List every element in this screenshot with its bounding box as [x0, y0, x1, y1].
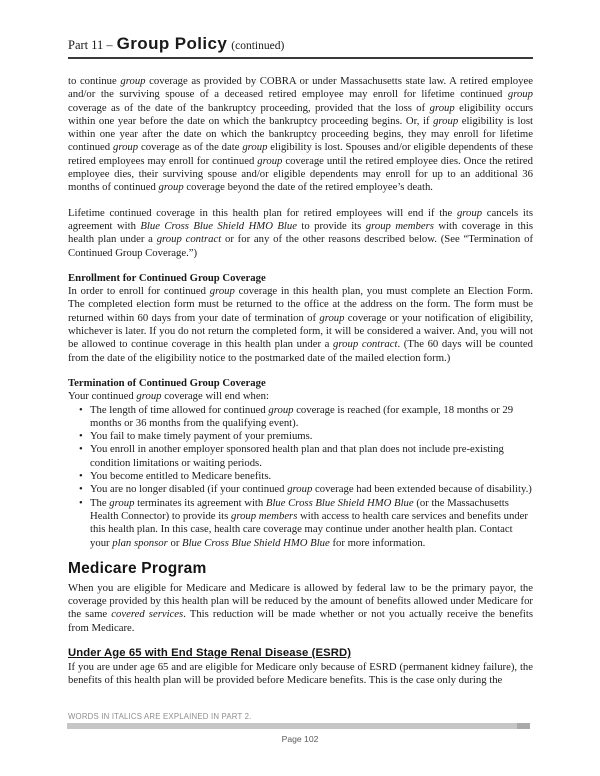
part-label: Part 11 – — [68, 38, 113, 52]
part-continued-label: (continued) — [231, 40, 285, 52]
footer-divider-bar — [67, 723, 530, 729]
part-title: Group Policy — [116, 34, 228, 53]
document-body — [68, 75, 533, 688]
heading-esrd-under-65: Under Age 65 with End Stage Renal Disease (ESRD) — [68, 646, 352, 659]
running-header — [68, 34, 533, 54]
paragraph-medicare: When you are eligible for Medicare and Medicare is allowed by federal law to be the primary payor, the coverage provided by this health plan will be reduced by the amount of benefits allowed under Medicare for the same covered services. This reduction will be made whether or not you actually receive the benefits from Medicare. — [68, 581, 533, 634]
termination-bullet-premium-payment: • You fail to make timely payment of your premiums. — [68, 430, 533, 443]
termination-bullet-list — [68, 404, 533, 550]
document-header — [68, 34, 533, 59]
footer-divider-bar-tip — [517, 723, 530, 729]
italics-explained-note: WORDS IN ITALICS ARE EXPLAINED IN PART 2. — [68, 712, 252, 721]
paragraph-enrollment: In order to enroll for continued group coverage in this health plan, you must complete an Election Form. The completed election form must be returned to the office at the address on the form. The form must be returned within 60 days from your date of termination of group coverage or your notification of eligibility, whichever is later. If you do not return the completed form, it will be considered a waiver. And, you will not be allowed to continue coverage in this health plan under a group contract. (The 60 days will be counted from the date of the eligibility notice to the postmarked date of the mailed election form.) — [68, 285, 533, 364]
page-number: Page 102 — [281, 734, 319, 744]
header-rule — [68, 57, 533, 59]
heading-enrollment-continued-coverage: Enrollment for Continued Group Coverage — [68, 271, 266, 284]
termination-intro-line: Your continued group coverage will end when: — [68, 390, 269, 403]
heading-medicare-program: Medicare Program — [68, 559, 207, 577]
paragraph-esrd: If you are under age 65 and are eligible for Medicare only because of ESRD (permanent kidney failure), the benefits of this health plan will be provided before Medicare benefits. This is the case only during the — [68, 660, 533, 687]
termination-bullet-group-terminates: • The group terminates its agreement with Blue Cross Blue Shield HMO Blue (or the Massachusetts Health Connector) to provide its group members with access to health care services and benefits under this health plan. In this case, health care coverage may continue under another health plan. Contact your plan sponsor or Blue Cross Blue Shield HMO Blue for more information. — [68, 497, 533, 550]
termination-bullet-time-limit: • The length of time allowed for continued group coverage is reached (for example, 18 months or 29 months or 36 months from the qualifying event). — [68, 404, 533, 431]
termination-bullet-medicare-entitled: • You become entitled to Medicare benefits. — [68, 470, 533, 483]
paragraph-cobra-continuation: to continue group coverage as provided by COBRA or under Massachusetts state law. A retired employee and/or the surviving spouse of a deceased retired employee may enroll for lifetime continued group coverage as of the date of the bankruptcy proceeding, provided that the loss of group eligibility occurs within one year before the date on which the bankruptcy proceeding begins. Or, if group eligibility is lost within one year after the date on which the bankruptcy proceeding begins, they may enroll for lifetime continued group coverage as of the date group eligibility is lost. Spouses and/or eligible dependents of these retired employees may enroll for continued group coverage until the retired employee dies. Once the retired employee dies, their surviving spouse and/or eligible dependents may enroll for up to an additional 36 months of continued group coverage beyond the date of the retired employee’s death. — [68, 75, 534, 194]
termination-bullet-other-plan: • You enroll in another employer sponsored health plan and that plan does not include pre-existing condition limitations or waiting periods. — [68, 443, 533, 470]
paragraph-lifetime-coverage-end: Lifetime continued coverage in this health plan for retired employees will end if the group cancels its agreement with Blue Cross Blue Shield HMO Blue to provide its group members with coverage in this health plan under a group contract or for any of the other reasons described below. (See “Termination of Continued Group Coverage.”) — [68, 206, 534, 259]
termination-bullet-no-longer-disabled: • You are no longer disabled (if your continued group coverage had been extended because of disability.) — [68, 483, 533, 496]
heading-termination-continued-coverage: Termination of Continued Group Coverage — [68, 376, 266, 389]
